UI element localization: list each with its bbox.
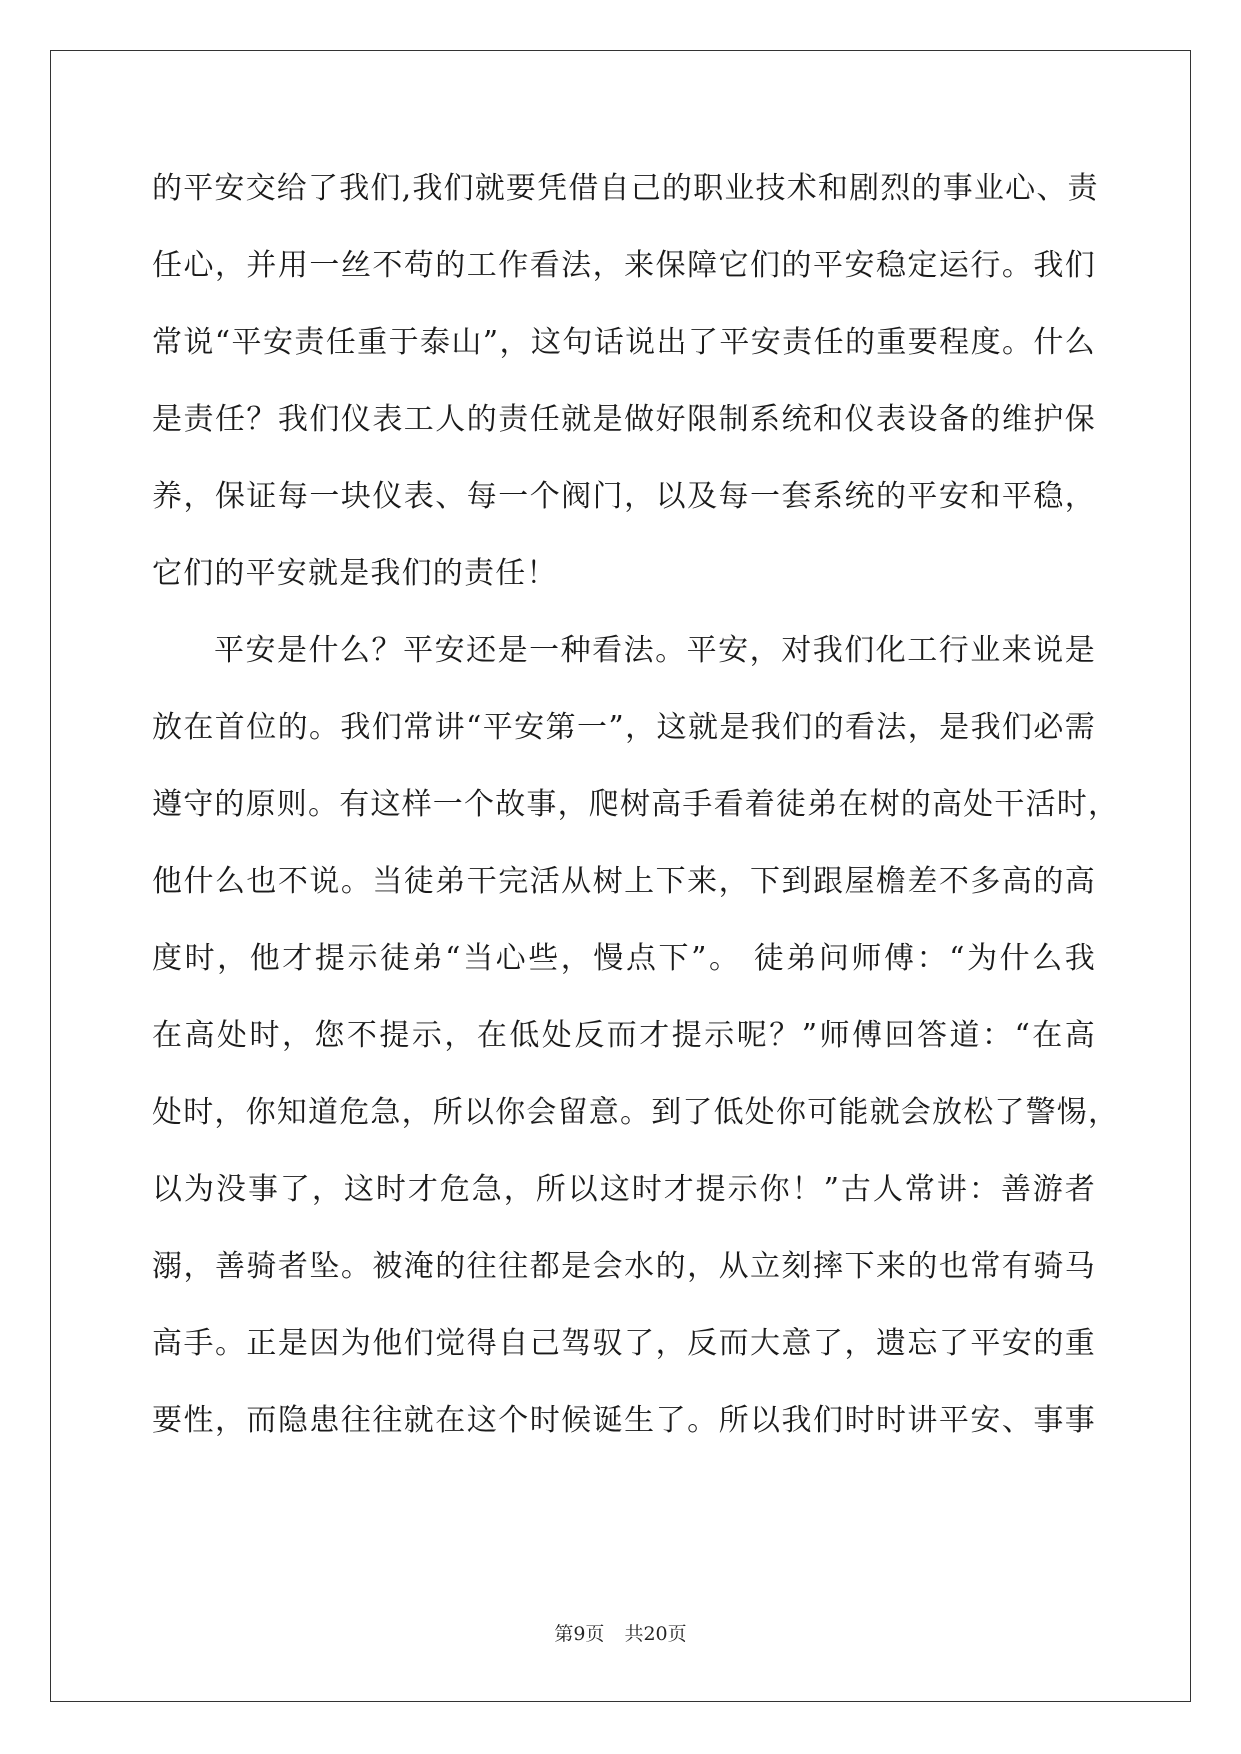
text-line: 养，保证每一块仪表、每一个阀门，以及每一套系统的平安和平稳， [152, 479, 1096, 514]
text-line: 溺，善骑者坠。被淹的往往都是会水的，从立刻摔下来的也常有骑马 [152, 1249, 1096, 1284]
text-line: 高手。正是因为他们觉得自己驾驭了，反而大意了，遗忘了平安的重 [152, 1326, 1096, 1361]
text-line: 他什么也不说。当徒弟干完活从树上下来，下到跟屋檐差不多高的高 [152, 864, 1096, 899]
text-line: 放在首位的。我们常讲“平安第一”，这就是我们的看法，是我们必需 [152, 710, 1096, 745]
text-line: 平安是什么？平安还是一种看法。平安，对我们化工行业来说是 [214, 633, 1096, 668]
text-line: 度时，他才提示徒弟“当心些，慢点下”。 徒弟问师傅：“为什么我 [152, 941, 1096, 976]
text-line: 处时，你知道危急，所以你会留意。到了低处你可能就会放松了警惕， [152, 1095, 1120, 1130]
text-line: 是责任？我们仪表工人的责任就是做好限制系统和仪表设备的维护保 [152, 402, 1096, 437]
page-footer [0, 1622, 1241, 1646]
text-line: 它们的平安就是我们的责任！ [152, 556, 558, 591]
document-body [152, 150, 1120, 1459]
text-line: 任心，并用一丝不苟的工作看法，来保障它们的平安稳定运行。我们 [152, 248, 1096, 283]
text-line: 在高处时，您不提示，在低处反而才提示呢？”师傅回答道：“在高 [152, 1018, 1096, 1053]
total-pages: 共20页 [624, 1623, 687, 1645]
text-line: 遵守的原则。有这样一个故事，爬树高手看着徒弟在树的高处干活时， [152, 787, 1120, 822]
text-line: 常说“平安责任重于泰山”，这句话说出了平安责任的重要程度。什么 [152, 325, 1096, 360]
page-number: 第9页 [554, 1623, 605, 1645]
text-line: 的平安交给了我们,我们就要凭借自己的职业技术和剧烈的事业心、责 [152, 171, 1099, 206]
text-line: 以为没事了，这时才危急，所以这时才提示你！”古人常讲：善游者 [152, 1172, 1096, 1207]
text-line: 要性，而隐患往往就在这个时候诞生了。所以我们时时讲平安、事事 [152, 1403, 1096, 1438]
